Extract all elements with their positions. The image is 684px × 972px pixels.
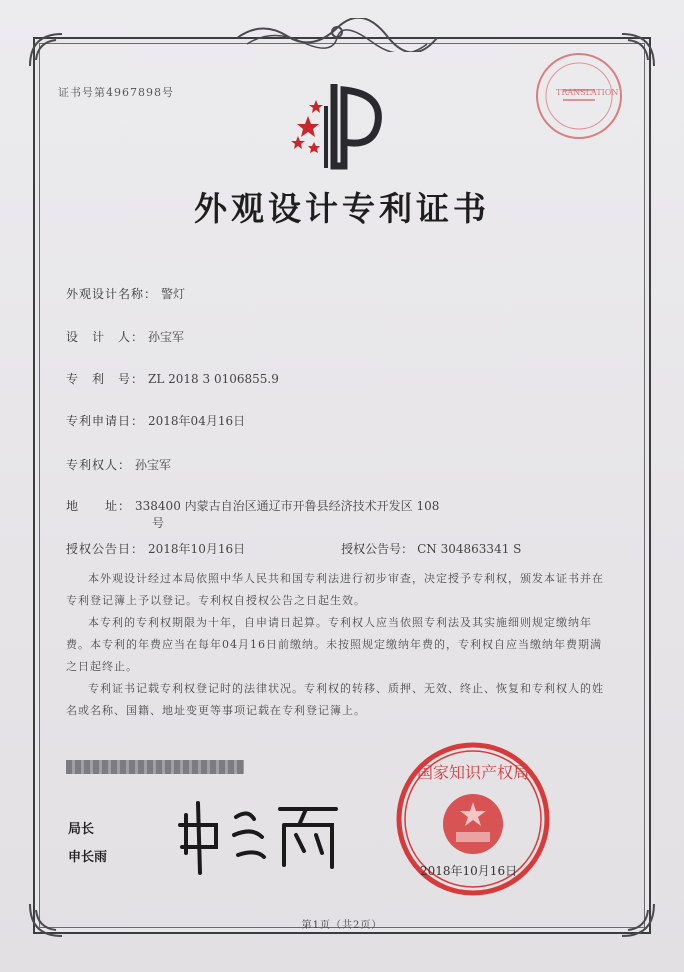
- patent-number-value: ZL 2018 3 0106855.9: [148, 372, 279, 386]
- design-name-row: [66, 285, 185, 302]
- grant-date-value: 2018年10月16日: [148, 542, 246, 556]
- body-paragraph-3: 专利证书记载专利权登记时的法律状况。专利权的转移、质押、无效、终止、恢复和专利权人的姓名或名称、国籍、地址变更等事项记载在专利登记簿上。: [66, 682, 604, 717]
- announce-number-value: CN 304863341 S: [417, 542, 522, 556]
- announce-number-label: 授权公告号：: [341, 542, 414, 556]
- director-label: 局长: [68, 822, 95, 837]
- top-ornament: [232, 18, 442, 52]
- designer-row: [66, 328, 184, 345]
- filing-date-label: 专利申请日：: [66, 414, 145, 428]
- designer-label: 设 计 人：: [66, 330, 145, 344]
- barcode-strip: [66, 760, 244, 774]
- patent-number-row: [66, 370, 279, 387]
- body-paragraph-1: 本外观设计经过本局依照中华人民共和国专利法进行初步审查，决定授予专利权，颁发本证书并在专利登记簿上予以登记。专利权自授权公告之日起生效。: [66, 572, 604, 607]
- seal-text: 国家知识产权局: [416, 763, 530, 782]
- filing-date-row: [66, 412, 245, 429]
- translation-stamp-text: TRANSLATION: [556, 88, 619, 97]
- patentee-row: [66, 456, 171, 473]
- certificate-body-text: [66, 568, 606, 722]
- address-line1: 338400 内蒙古自治区通辽市开鲁县经济技术开发区 108: [135, 499, 440, 513]
- patent-office-logo: [286, 76, 396, 176]
- designer-value: 孙宝军: [148, 330, 185, 344]
- address-row: [66, 497, 439, 514]
- address-line2: 号: [152, 516, 165, 530]
- seal-date: 2018年10月16日: [420, 864, 518, 878]
- body-paragraph-2: 本专利的专利权期限为十年，自申请日起算。专利权人应当依照专利法及其实施细则规定缴纳年费。本专利的年费应当在每年04月16日前缴纳。未按照规定缴纳年费的，专利权自应当缴纳年费期满之日起终止。: [66, 616, 602, 673]
- address-label: 地 址：: [66, 499, 132, 513]
- patentee-value: 孙宝军: [135, 458, 172, 472]
- patentee-label: 专利权人：: [66, 458, 132, 472]
- certificate-number: 证书号第4967898号: [58, 86, 174, 99]
- patent-number-label: 专 利 号：: [66, 372, 145, 386]
- design-name-label: 外观设计名称：: [66, 287, 158, 301]
- grant-row: [66, 540, 521, 557]
- corner-ornament-top-left: [26, 30, 66, 70]
- director-signature: [176, 795, 346, 875]
- director-name-label: 申长雨: [68, 850, 108, 865]
- design-name-value: 警灯: [161, 287, 186, 301]
- filing-date-value: 2018年04月16日: [148, 414, 246, 428]
- certificate-title: 外观设计专利证书: [194, 189, 490, 228]
- page-footer: 第1页（共2页）: [301, 920, 383, 931]
- grant-date-label: 授权公告日：: [66, 542, 145, 556]
